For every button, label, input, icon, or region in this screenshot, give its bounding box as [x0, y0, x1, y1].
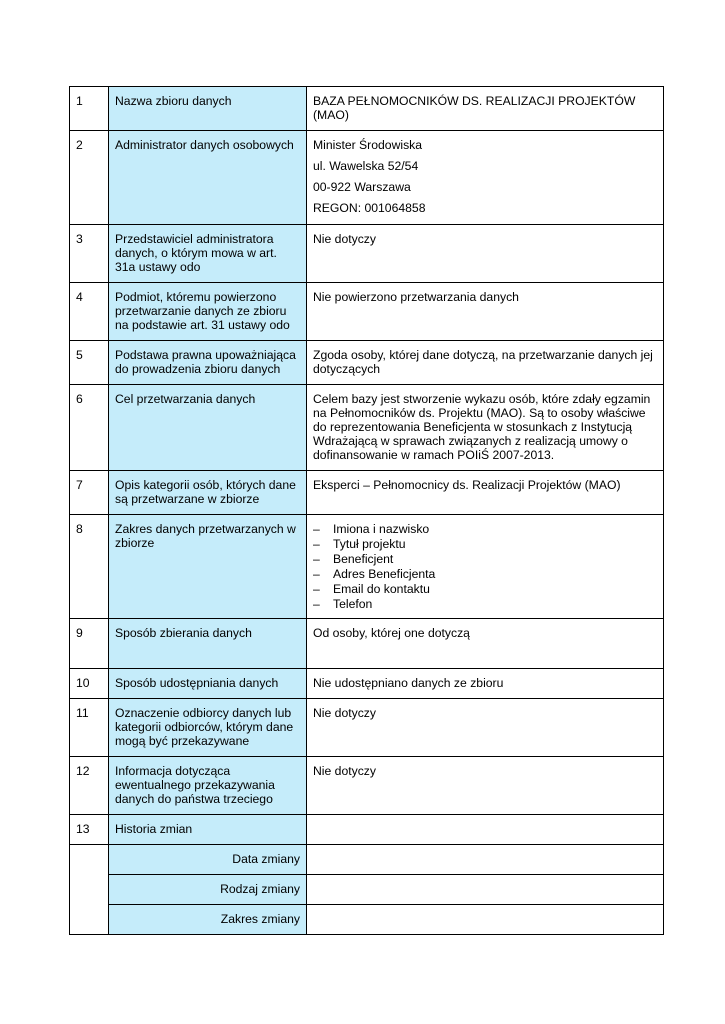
row-value: [307, 131, 664, 225]
history-label-type: Rodzaj zmiany: [109, 875, 307, 905]
dash-bullet: –: [313, 522, 320, 536]
history-value-type: [307, 875, 664, 905]
row-value: [307, 815, 664, 845]
row-value: Nie powierzono przetwarzania danych: [307, 283, 664, 341]
admin-street: ul. Wawelska 52/54: [313, 159, 419, 173]
dash-bullet: –: [313, 597, 320, 611]
table-row: [70, 283, 664, 341]
row-number: 1: [70, 87, 109, 131]
row-label: Sposób udostępniania danych: [109, 669, 307, 699]
table-row: [70, 385, 664, 471]
table-row: [70, 515, 664, 619]
data-set-table: [69, 86, 664, 935]
table-row: [70, 699, 664, 757]
row-value: [307, 515, 664, 619]
history-number-cell: [70, 845, 109, 935]
row-label: Historia zmian: [109, 815, 307, 845]
list-item: – Imiona i nazwisko: [313, 522, 430, 536]
row-number: 5: [70, 341, 109, 385]
table-row: [70, 815, 664, 845]
row-value: Eksperci – Pełnomocnicy ds. Realizacji Projektów (MAO): [307, 471, 664, 515]
list-item: – Email do kontaktu: [313, 582, 430, 596]
row-value: Nie dotyczy: [307, 225, 664, 283]
row-label: Podmiot, któremu powierzono przetwarzanie danych ze zbioru na podstawie art. 31 ustawy odo: [109, 283, 307, 341]
table-row: [70, 87, 664, 131]
row-number: 9: [70, 619, 109, 669]
list-item: – Tytuł projektu: [313, 537, 406, 551]
list-item: – Beneficjent: [313, 552, 394, 566]
row-label: Przedstawiciel administratora danych, o którym mowa w art. 31a ustawy odo: [109, 225, 307, 283]
row-number: 13: [70, 815, 109, 845]
row-label: Oznaczenie odbiorcy danych lub kategorii odbiorców, którym dane mogą być przekazywane: [109, 699, 307, 757]
row-value: BAZA PEŁNOMOCNIKÓW DS. REALIZACJI PROJEKTÓW (MAO): [307, 87, 664, 131]
history-row: [70, 845, 664, 875]
row-label: Opis kategorii osób, których dane są przetwarzane w zbiorze: [109, 471, 307, 515]
row-value: Celem bazy jest stworzenie wykazu osób, które zdały egzamin na Pełnomocników ds. Projektu (MAO). Są to osoby właściwe do reprezentowania Beneficjenta w stosunkach z Instytucją Wdrażającą w sprawach związanych z realizacją umowy o dofinansowanie w ramach POIiŚ 2007-2013.: [307, 385, 664, 471]
row-value: Zgoda osoby, której dane dotyczą, na przetwarzanie danych jej dotyczących: [307, 341, 664, 385]
dash-bullet: –: [313, 567, 320, 581]
row-label: Sposób zbierania danych: [109, 619, 307, 669]
dash-bullet: –: [313, 537, 320, 551]
row-label: Informacja dotycząca ewentualnego przekazywania danych do państwa trzeciego: [109, 757, 307, 815]
data-scope-list: [313, 522, 657, 612]
row-number: 6: [70, 385, 109, 471]
admin-city: 00-922 Warszawa: [313, 180, 411, 194]
row-number: 12: [70, 757, 109, 815]
row-number: 10: [70, 669, 109, 699]
table-row: [70, 669, 664, 699]
row-value: Nie dotyczy: [307, 699, 664, 757]
history-row: [70, 905, 664, 935]
row-number: 8: [70, 515, 109, 619]
history-value-date: [307, 845, 664, 875]
row-label: Cel przetwarzania danych: [109, 385, 307, 471]
history-value-scope: [307, 905, 664, 935]
admin-regon: REGON: 001064858: [313, 201, 426, 215]
table-row: [70, 757, 664, 815]
history-label-scope: Zakres zmiany: [109, 905, 307, 935]
row-value: Nie udostępniano danych ze zbioru: [307, 669, 664, 699]
list-item: – Adres Beneficjenta: [313, 567, 436, 581]
list-item: – Telefon: [313, 597, 373, 611]
history-label-date: Data zmiany: [109, 845, 307, 875]
table-row: [70, 471, 664, 515]
dash-bullet: –: [313, 552, 320, 566]
table-row: [70, 341, 664, 385]
row-number: 2: [70, 131, 109, 225]
row-label: Zakres danych przetwarzanych w zbiorze: [109, 515, 307, 619]
admin-name: Minister Środowiska: [313, 138, 423, 152]
row-value: Nie dotyczy: [307, 757, 664, 815]
row-number: 4: [70, 283, 109, 341]
row-label: Podstawa prawna upoważniająca do prowadzenia zbioru danych: [109, 341, 307, 385]
row-label: Nazwa zbioru danych: [109, 87, 307, 131]
table-row: [70, 131, 664, 225]
dash-bullet: –: [313, 582, 320, 596]
table-row: [70, 225, 664, 283]
row-label: Administrator danych osobowych: [109, 131, 307, 225]
row-number: 11: [70, 699, 109, 757]
row-number: 3: [70, 225, 109, 283]
row-number: 7: [70, 471, 109, 515]
table-row: [70, 619, 664, 669]
history-row: [70, 875, 664, 905]
row-value: Od osoby, której one dotyczą: [307, 619, 664, 669]
